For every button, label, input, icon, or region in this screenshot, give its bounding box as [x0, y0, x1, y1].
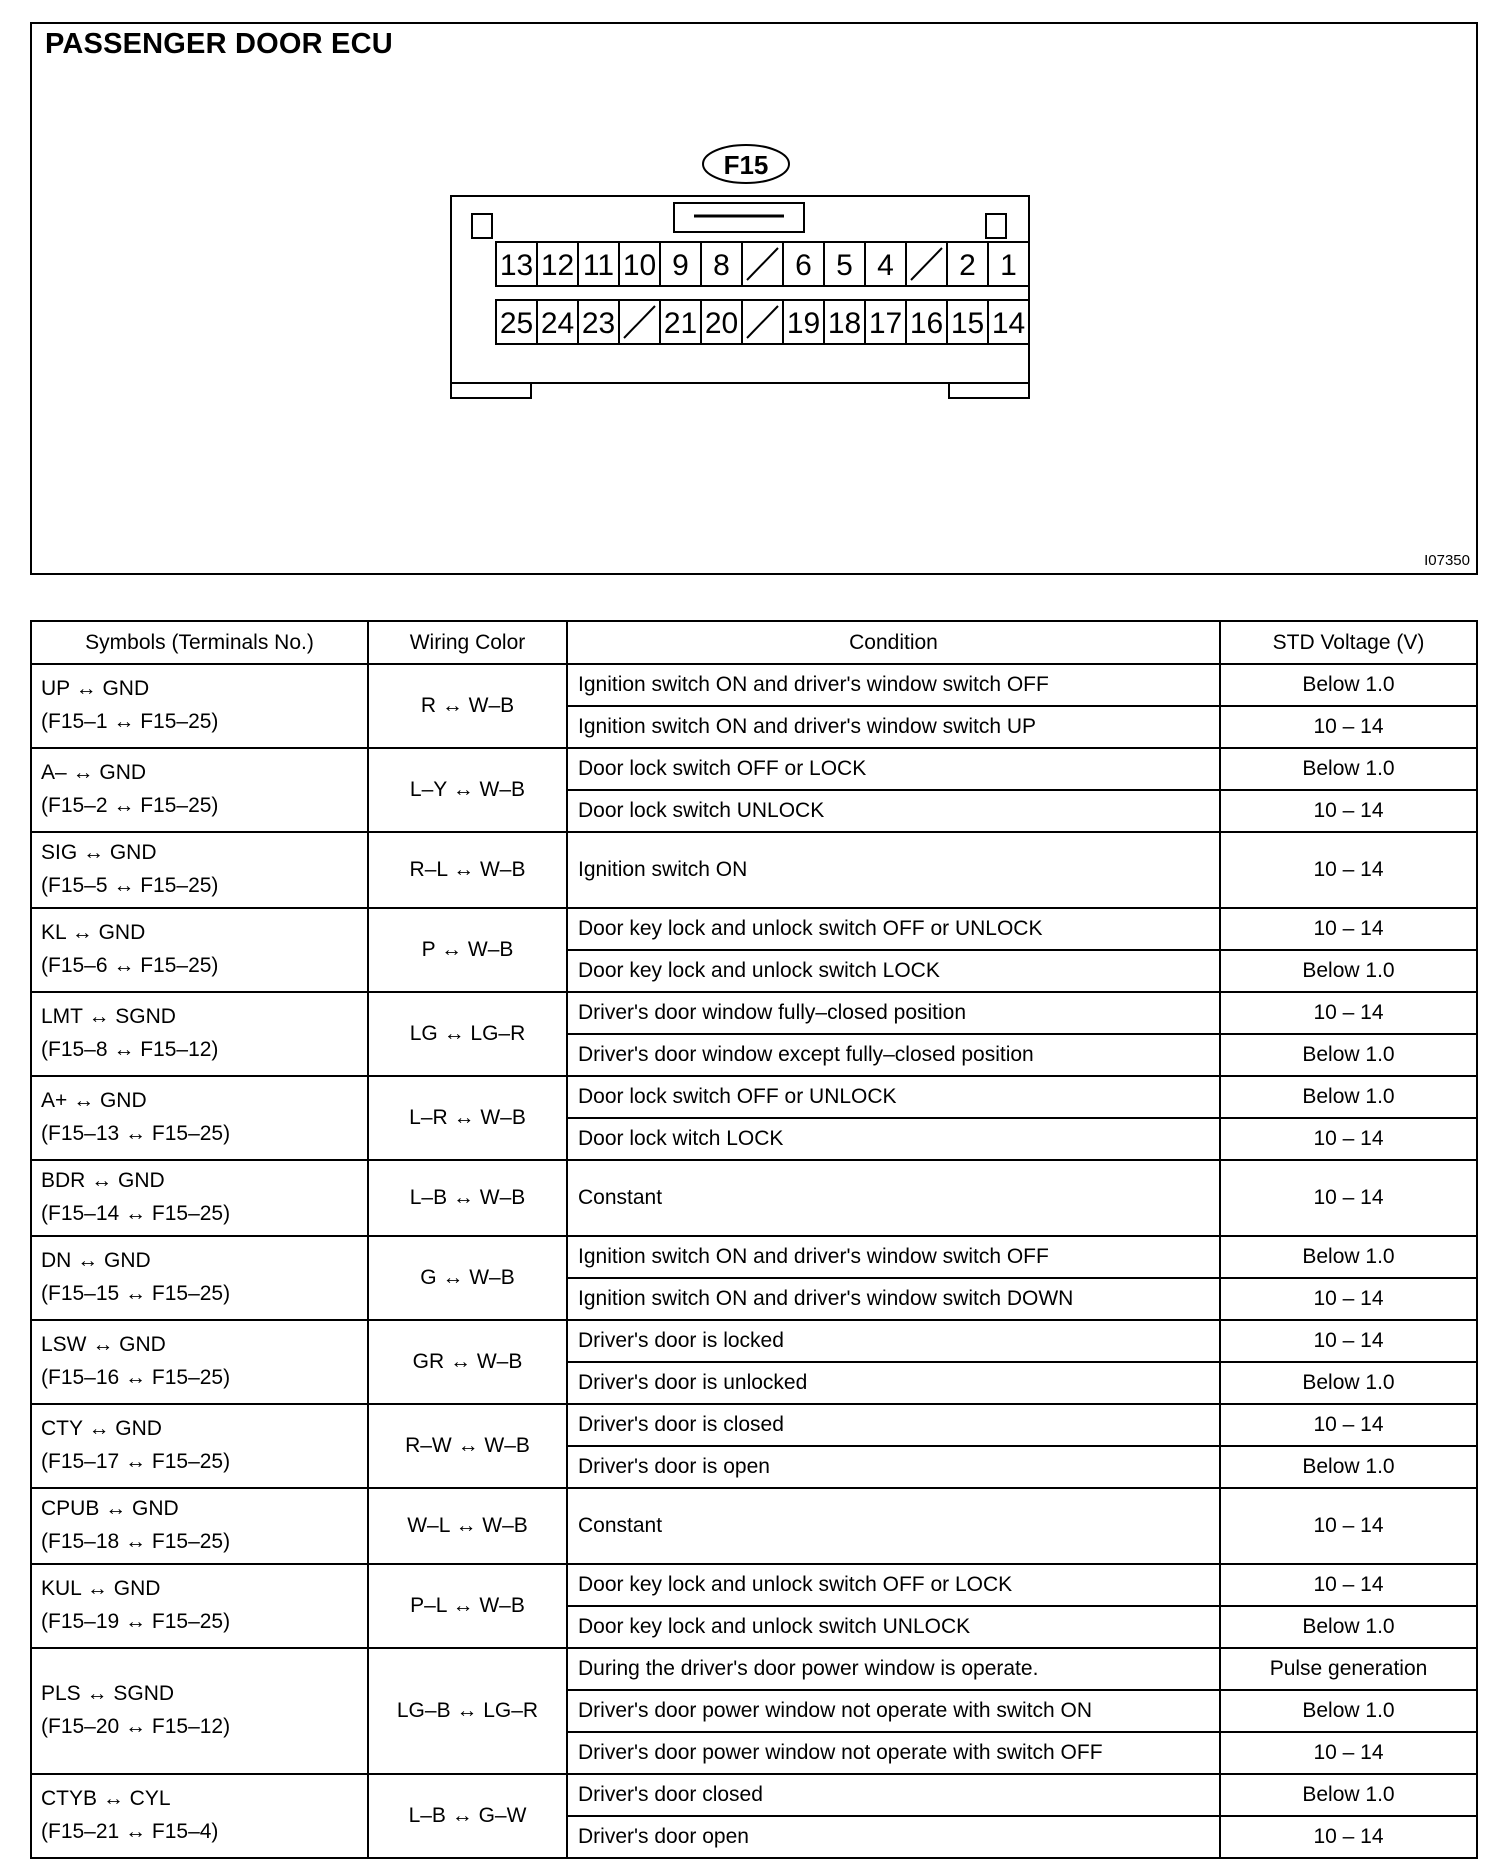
table-row	[31, 1160, 1477, 1236]
terminal-numbers: (F15–17 ↔ F15–25)	[41, 1450, 231, 1473]
wiring-color-cell: GR ↔ W–B	[368, 1320, 567, 1404]
symbol-cell	[31, 1160, 368, 1236]
symbol-cell	[31, 908, 368, 992]
symbol-cell	[31, 1648, 368, 1774]
terminal-numbers: (F15–16 ↔ F15–25)	[41, 1366, 231, 1389]
symbol-cell	[31, 664, 368, 748]
table-row	[31, 1320, 1477, 1362]
pin-number: 8	[713, 249, 730, 282]
condition-cell: Door key lock and unlock switch OFF or LOCK	[567, 1564, 1220, 1606]
pin-number: 18	[827, 307, 862, 340]
condition-cell: Driver's door is open	[567, 1446, 1220, 1488]
pin-number: 4	[877, 249, 894, 282]
terminal-numbers: (F15–19 ↔ F15–25)	[41, 1610, 231, 1633]
wiring-color-cell: LG–B ↔ LG–R	[368, 1648, 567, 1774]
condition-cell: Constant	[567, 1488, 1220, 1564]
std-voltage-cell: Below 1.0	[1220, 1690, 1477, 1732]
symbol-cell	[31, 1320, 368, 1404]
std-voltage-cell: Below 1.0	[1220, 1076, 1477, 1118]
terminal-symbol: CPUB ↔ GND	[41, 1497, 179, 1521]
terminal-numbers: (F15–5 ↔ F15–25)	[41, 874, 219, 897]
std-voltage-cell: 10 – 14	[1220, 790, 1477, 832]
table-row	[31, 1774, 1477, 1816]
symbol-cell	[31, 748, 368, 832]
header-symbols: Symbols (Terminals No.)	[31, 621, 368, 664]
figure-id: I07350	[1424, 552, 1470, 569]
std-voltage-cell: Pulse generation	[1220, 1648, 1477, 1690]
pin-number: 15	[950, 307, 985, 340]
std-voltage-cell: Below 1.0	[1220, 1034, 1477, 1076]
terminal-symbol: LMT ↔ SGND	[41, 1005, 176, 1029]
terminal-numbers: (F15–14 ↔ F15–25)	[41, 1202, 231, 1225]
terminal-numbers: (F15–6 ↔ F15–25)	[41, 954, 219, 977]
terminal-symbol: KUL ↔ GND	[41, 1577, 161, 1601]
condition-cell: Driver's door open	[567, 1816, 1220, 1858]
table-row	[31, 832, 1477, 908]
pin-number: 14	[991, 307, 1026, 340]
terminal-symbol: UP ↔ GND	[41, 677, 150, 701]
table-row	[31, 1648, 1477, 1690]
pin-number: 21	[663, 307, 698, 340]
terminal-spec-table	[30, 620, 1478, 1859]
std-voltage-cell: 10 – 14	[1220, 908, 1477, 950]
wiring-color-cell: R ↔ W–B	[368, 664, 567, 748]
wiring-color-cell: L–B ↔ W–B	[368, 1160, 567, 1236]
table-row	[31, 1564, 1477, 1606]
terminal-symbol: DN ↔ GND	[41, 1249, 151, 1273]
std-voltage-cell: 10 – 14	[1220, 1732, 1477, 1774]
pin-number: 6	[795, 249, 812, 282]
terminal-symbol: LSW ↔ GND	[41, 1333, 166, 1357]
terminal-symbol: BDR ↔ GND	[41, 1169, 165, 1193]
condition-cell: Ignition switch ON	[567, 832, 1220, 908]
pin-number: 25	[499, 307, 534, 340]
condition-cell: Door lock switch UNLOCK	[567, 790, 1220, 832]
symbol-cell	[31, 1488, 368, 1564]
table-row	[31, 1488, 1477, 1564]
pin-number: 23	[581, 307, 616, 340]
table-row	[31, 1236, 1477, 1278]
symbol-cell	[31, 992, 368, 1076]
condition-cell: Driver's door window except fully–closed position	[567, 1034, 1220, 1076]
condition-cell: Door lock switch OFF or UNLOCK	[567, 1076, 1220, 1118]
std-voltage-cell: Below 1.0	[1220, 664, 1477, 706]
condition-cell: Driver's door is unlocked	[567, 1362, 1220, 1404]
terminal-numbers: (F15–21 ↔ F15–4)	[41, 1820, 219, 1843]
std-voltage-cell: 10 – 14	[1220, 1404, 1477, 1446]
condition-cell: Ignition switch ON and driver's window switch DOWN	[567, 1278, 1220, 1320]
pin-number: 24	[540, 307, 575, 340]
pin-number: 10	[622, 249, 657, 282]
wiring-color-cell: R–W ↔ W–B	[368, 1404, 567, 1488]
std-voltage-cell: Below 1.0	[1220, 1362, 1477, 1404]
condition-cell: Door key lock and unlock switch OFF or UNLOCK	[567, 908, 1220, 950]
symbol-cell	[31, 1236, 368, 1320]
pin-number: 2	[959, 249, 976, 282]
terminal-numbers: (F15–20 ↔ F15–12)	[41, 1715, 231, 1738]
pin-number: 16	[909, 307, 944, 340]
terminal-numbers: (F15–2 ↔ F15–25)	[41, 794, 219, 817]
std-voltage-cell: Below 1.0	[1220, 748, 1477, 790]
std-voltage-cell: 10 – 14	[1220, 1118, 1477, 1160]
std-voltage-cell: 10 – 14	[1220, 1816, 1477, 1858]
std-voltage-cell: Below 1.0	[1220, 950, 1477, 992]
pin-number: 5	[836, 249, 853, 282]
condition-cell: Driver's door power window not operate with switch ON	[567, 1690, 1220, 1732]
std-voltage-cell: 10 – 14	[1220, 706, 1477, 748]
symbol-cell	[31, 832, 368, 908]
std-voltage-cell: Below 1.0	[1220, 1606, 1477, 1648]
std-voltage-cell: 10 – 14	[1220, 1564, 1477, 1606]
condition-cell: Door key lock and unlock switch UNLOCK	[567, 1606, 1220, 1648]
pin-number: 17	[868, 307, 903, 340]
wiring-color-cell: L–Y ↔ W–B	[368, 748, 567, 832]
wiring-color-cell: L–B ↔ G–W	[368, 1774, 567, 1858]
std-voltage-cell: 10 – 14	[1220, 1278, 1477, 1320]
condition-cell: Door lock witch LOCK	[567, 1118, 1220, 1160]
std-voltage-cell: Below 1.0	[1220, 1236, 1477, 1278]
std-voltage-cell: Below 1.0	[1220, 1446, 1477, 1488]
symbol-cell	[31, 1774, 368, 1858]
terminal-symbol: A+ ↔ GND	[41, 1089, 147, 1113]
std-voltage-cell: 10 – 14	[1220, 1320, 1477, 1362]
condition-cell: Driver's door closed	[567, 1774, 1220, 1816]
std-voltage-cell: 10 – 14	[1220, 1488, 1477, 1564]
wiring-color-cell: P ↔ W–B	[368, 908, 567, 992]
symbol-cell	[31, 1564, 368, 1648]
condition-cell: Constant	[567, 1160, 1220, 1236]
symbol-cell	[31, 1076, 368, 1160]
connector-label: F15	[723, 150, 769, 180]
wiring-color-cell: L–R ↔ W–B	[368, 1076, 567, 1160]
wiring-color-cell: W–L ↔ W–B	[368, 1488, 567, 1564]
connector-diagram	[32, 24, 1476, 573]
pin-number: 12	[540, 249, 575, 282]
condition-cell: Ignition switch ON and driver's window switch OFF	[567, 1236, 1220, 1278]
table-header-row	[31, 621, 1477, 664]
terminal-symbol: A– ↔ GND	[41, 761, 147, 785]
wiring-color-cell: G ↔ W–B	[368, 1236, 567, 1320]
std-voltage-cell: 10 – 14	[1220, 1160, 1477, 1236]
std-voltage-cell: 10 – 14	[1220, 832, 1477, 908]
wiring-color-cell: R–L ↔ W–B	[368, 832, 567, 908]
terminal-numbers: (F15–1 ↔ F15–25)	[41, 710, 219, 733]
header-wiring-color: Wiring Color	[368, 621, 567, 664]
wiring-color-cell: LG ↔ LG–R	[368, 992, 567, 1076]
condition-cell: Driver's door power window not operate with switch OFF	[567, 1732, 1220, 1774]
table-row	[31, 748, 1477, 790]
terminal-symbol: CTY ↔ GND	[41, 1417, 162, 1441]
symbol-cell	[31, 1404, 368, 1488]
table-row	[31, 1076, 1477, 1118]
condition-cell: Driver's door window fully–closed position	[567, 992, 1220, 1034]
condition-cell: During the driver's door power window is operate.	[567, 1648, 1220, 1690]
header-condition: Condition	[567, 621, 1220, 664]
figure-title: PASSENGER DOOR ECU	[45, 28, 393, 60]
terminal-numbers: (F15–13 ↔ F15–25)	[41, 1122, 231, 1145]
header-std-voltage: STD Voltage (V)	[1220, 621, 1477, 664]
table-row	[31, 1404, 1477, 1446]
table-row	[31, 908, 1477, 950]
pin-number: 9	[672, 249, 689, 282]
connector-figure	[30, 22, 1478, 575]
connector-body	[451, 196, 1029, 383]
terminal-symbol: PLS ↔ SGND	[41, 1682, 175, 1706]
pin-number: 19	[786, 307, 821, 340]
std-voltage-cell: 10 – 14	[1220, 992, 1477, 1034]
wiring-color-cell: P–L ↔ W–B	[368, 1564, 567, 1648]
std-voltage-cell: Below 1.0	[1220, 1774, 1477, 1816]
table-row	[31, 664, 1477, 706]
pin-number: 11	[582, 249, 615, 282]
terminal-numbers: (F15–15 ↔ F15–25)	[41, 1282, 231, 1305]
table-row	[31, 992, 1477, 1034]
connector-foot-right	[949, 383, 1029, 398]
terminal-numbers: (F15–18 ↔ F15–25)	[41, 1530, 231, 1553]
condition-cell: Door lock switch OFF or LOCK	[567, 748, 1220, 790]
pin-number: 20	[704, 307, 739, 340]
table-body	[31, 664, 1477, 1858]
condition-cell: Ignition switch ON and driver's window switch UP	[567, 706, 1220, 748]
pin-number: 1	[1000, 249, 1017, 282]
condition-cell: Driver's door is closed	[567, 1404, 1220, 1446]
pin-number: 13	[499, 249, 534, 282]
condition-cell: Ignition switch ON and driver's window switch OFF	[567, 664, 1220, 706]
connector-foot-left	[451, 383, 531, 398]
terminal-numbers: (F15–8 ↔ F15–12)	[41, 1038, 219, 1061]
terminal-symbol: CTYB ↔ CYL	[41, 1787, 171, 1811]
terminal-symbol: SIG ↔ GND	[41, 841, 157, 865]
condition-cell: Driver's door is locked	[567, 1320, 1220, 1362]
terminal-symbol: KL ↔ GND	[41, 921, 146, 945]
condition-cell: Door key lock and unlock switch LOCK	[567, 950, 1220, 992]
